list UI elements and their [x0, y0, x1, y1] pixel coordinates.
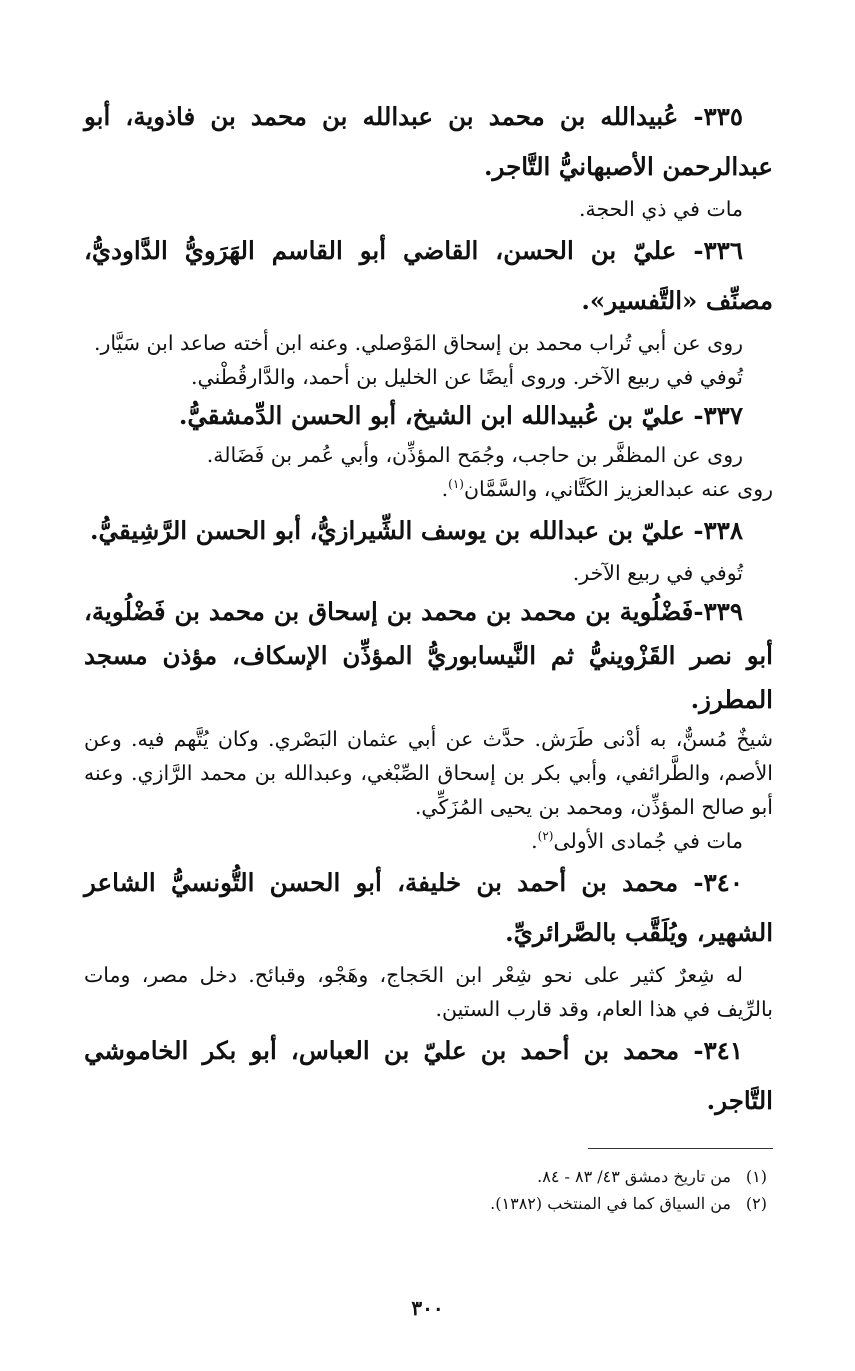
footnote-text: من تاريخ دمشق ٤٣/ ٨٣ - ٨٤.: [537, 1167, 731, 1186]
footnote-divider: [588, 1148, 773, 1149]
entry-heading: ٣٣٧- عليّ بن عُبيدالله ابن الشيخ، أبو الحسن الدِّمشقيُّ.: [178, 401, 743, 430]
entry-paragraph: له شِعرٌ كثير على نحو شِعْر ابن الحَجاج، وهَجْو، وقبائح. دخل مصر، ومات بالرِّيف في هذا العام، وقد قارب الستين.: [84, 963, 773, 1021]
footnote-number: (٢): [745, 1194, 767, 1213]
footnote-1: [84, 1163, 773, 1190]
entry-336: [84, 226, 773, 394]
entry-338: [84, 506, 773, 590]
footnote-reference-2[interactable]: (٢): [537, 829, 554, 844]
entry-text: مات في جُمادى الأولى: [553, 829, 743, 853]
entry-paragraph: شيخٌ مُسنٌّ، به أدْنى طَرَش. حدَّث عن أبي عثمان البَصْري. وكان يُتَّهم فيه. وعن الأصم، والطَّرائفي، وأبي بكر بن إسحاق الصِّبْغي، وعبدالله بن محمد الرَّازي. وعنه أبو صالح المؤذِّن، ومحمد بن يحيى المُزَكِّي.: [84, 727, 773, 819]
entry-heading: ٣٣٩-فَضْلُوية بن محمد بن محمد بن إسحاق بن محمد بن فَضْلُوية، أبو نصر القَزْوينيُّ ثم النَّيسابوريُّ المؤذِّن الإسكاف، مؤذن مسجد المطرز.: [84, 597, 773, 714]
entry-335: [84, 92, 773, 226]
entry-340: [84, 858, 773, 1026]
footnote-reference-1[interactable]: (١): [448, 477, 464, 492]
entry-heading: ٣٣٦- عليّ بن الحسن، القاضي أبو القاسم الهَرَويُّ الدَّاوديُّ، مصنِّف «التَّفسير».: [84, 236, 773, 315]
entry-heading: ٣٤٠- محمد بن أحمد بن خليفة، أبو الحسن التُّونسيُّ الشاعر الشهير، ويُلَقَّب بالصَّرائريِّ.: [84, 868, 773, 947]
page-number: ٣٠٠: [411, 1296, 444, 1320]
entry-paragraph: تُوفي في ربيع الآخر.: [572, 561, 743, 585]
entry-paragraph: مات في ذي الحجة.: [578, 197, 743, 221]
footnote-number: (١): [745, 1167, 767, 1186]
entry-341: [84, 1026, 773, 1126]
entry-heading: ٣٤١- محمد بن أحمد بن عليّ بن العباس، أبو بكر الخاموشي التَّاجر.: [84, 1036, 773, 1115]
entry-text: روى عنه عبدالعزيز الكَتَّاني، والسَّمَّان: [463, 477, 773, 501]
entry-337: [84, 394, 773, 506]
entry-paragraph: تُوفي في ربيع الآخر. وروى أيضًا عن الخليل بن أحمد، والدَّارقُطْني.: [190, 365, 743, 389]
biography-entries: [84, 92, 773, 1126]
entry-heading: ٣٣٨- عليّ بن عبدالله بن يوسف الشِّيرازيُّ، أبو الحسن الرَّشِيقيُّ.: [90, 516, 743, 545]
entry-paragraph: [84, 472, 773, 506]
entry-paragraph: [84, 824, 773, 858]
entry-paragraph: روى عن أبي تُراب محمد بن إسحاق المَوْصلي. وعنه ابن أخته صاعد ابن سَيَّار.: [93, 331, 743, 355]
footnote-2: [84, 1190, 773, 1217]
footnote-text: من السياق كما في المنتخب (١٣٨٢).: [490, 1194, 731, 1213]
entry-heading: ٣٣٥- عُبيدالله بن محمد بن عبدالله بن محمد بن فاذوية، أبو عبدالرحمن الأصبهانيُّ التَّاجر.: [84, 102, 773, 181]
entry-339: [84, 590, 773, 858]
entry-text-end: .: [441, 477, 449, 501]
footnotes: [84, 1163, 773, 1217]
entry-text-end: .: [531, 829, 538, 853]
entry-paragraph: روى عن المظفَّر بن حاجب، وجُمَح المؤذِّن، وأبي عُمر بن فَضَالة.: [206, 443, 743, 467]
